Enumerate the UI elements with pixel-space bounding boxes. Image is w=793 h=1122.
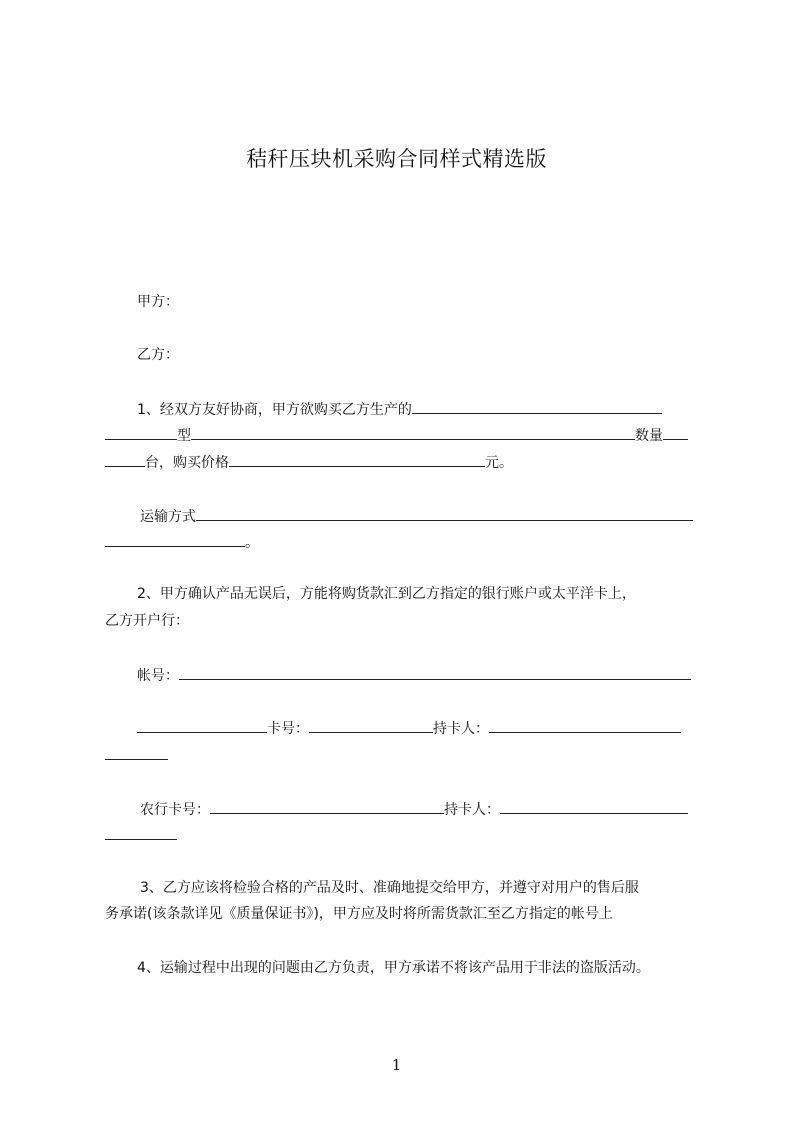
agri-card-line bbox=[140, 799, 688, 819]
agri-card-line-cont bbox=[105, 825, 177, 845]
agri-card-label: 农行卡号： bbox=[140, 802, 210, 818]
card-label: 卡号： bbox=[267, 721, 309, 737]
model-label: 型 bbox=[177, 428, 191, 444]
model-blank[interactable] bbox=[191, 425, 635, 440]
unit-price-label: 台，购买价格 bbox=[145, 455, 229, 471]
transport-end: 。 bbox=[245, 535, 259, 551]
clause-1-line-2 bbox=[105, 425, 688, 445]
currency-label: 元。 bbox=[485, 455, 513, 471]
card-blank[interactable] bbox=[309, 718, 433, 733]
transport-label: 运输方式 bbox=[140, 509, 196, 525]
account-line bbox=[137, 665, 691, 685]
holder-blank[interactable] bbox=[489, 718, 681, 733]
party-b-label: 乙方： bbox=[137, 347, 179, 363]
quantity-blank-cont[interactable] bbox=[105, 452, 145, 467]
bank-blank[interactable] bbox=[137, 718, 267, 733]
quantity-blank[interactable] bbox=[663, 425, 688, 440]
clause-2-line-1: 2、甲方确认产品无误后，方能将购货款汇到乙方指定的银行账户或太平洋卡上， bbox=[137, 586, 636, 602]
clause-1-text: 1、经双方友好协商，甲方欲购买乙方生产的 bbox=[137, 402, 412, 418]
agri-holder-blank[interactable] bbox=[500, 799, 688, 814]
transport-blank-cont[interactable] bbox=[105, 532, 245, 547]
page-number: 1 bbox=[391, 1056, 402, 1074]
holder-blank-cont[interactable] bbox=[105, 745, 168, 760]
clause-1-line-1 bbox=[137, 399, 662, 419]
agri-card-blank[interactable] bbox=[210, 799, 444, 814]
agri-holder-blank-cont[interactable] bbox=[105, 825, 177, 840]
clause-3-line-1: 3、乙方应该将检验合格的产品及时、准确地提交给甲方，并遵守对用户的售后服 bbox=[140, 880, 639, 896]
product-blank[interactable] bbox=[412, 399, 662, 414]
clause-4-text: 4、运输过程中出现的问题由乙方负责，甲方承诺不将该产品用于非法的盗版活动。 bbox=[137, 960, 650, 976]
clause-2-line-2: 乙方开户行： bbox=[105, 613, 189, 629]
account-label: 帐号： bbox=[137, 668, 179, 684]
document-title: 秸秆压块机采购合同样式精选版 bbox=[246, 147, 547, 171]
clause-1-line-3 bbox=[105, 452, 513, 472]
quantity-label: 数量 bbox=[635, 428, 663, 444]
transport-line-1 bbox=[140, 506, 693, 526]
product-name-blank[interactable] bbox=[105, 425, 177, 440]
transport-line-2 bbox=[105, 532, 259, 552]
price-blank[interactable] bbox=[229, 452, 485, 467]
card-line bbox=[137, 718, 681, 738]
party-a-label: 甲方： bbox=[137, 294, 179, 310]
clause-3-line-2: 务承诺(该条款详见《质量保证书》)，甲方应及时将所需货款汇至乙方指定的帐号上 bbox=[105, 906, 613, 922]
card-line-cont bbox=[105, 745, 168, 765]
account-blank[interactable] bbox=[179, 665, 691, 680]
agri-holder-label: 持卡人： bbox=[444, 802, 500, 818]
holder-label: 持卡人： bbox=[433, 721, 489, 737]
transport-blank[interactable] bbox=[196, 506, 693, 521]
